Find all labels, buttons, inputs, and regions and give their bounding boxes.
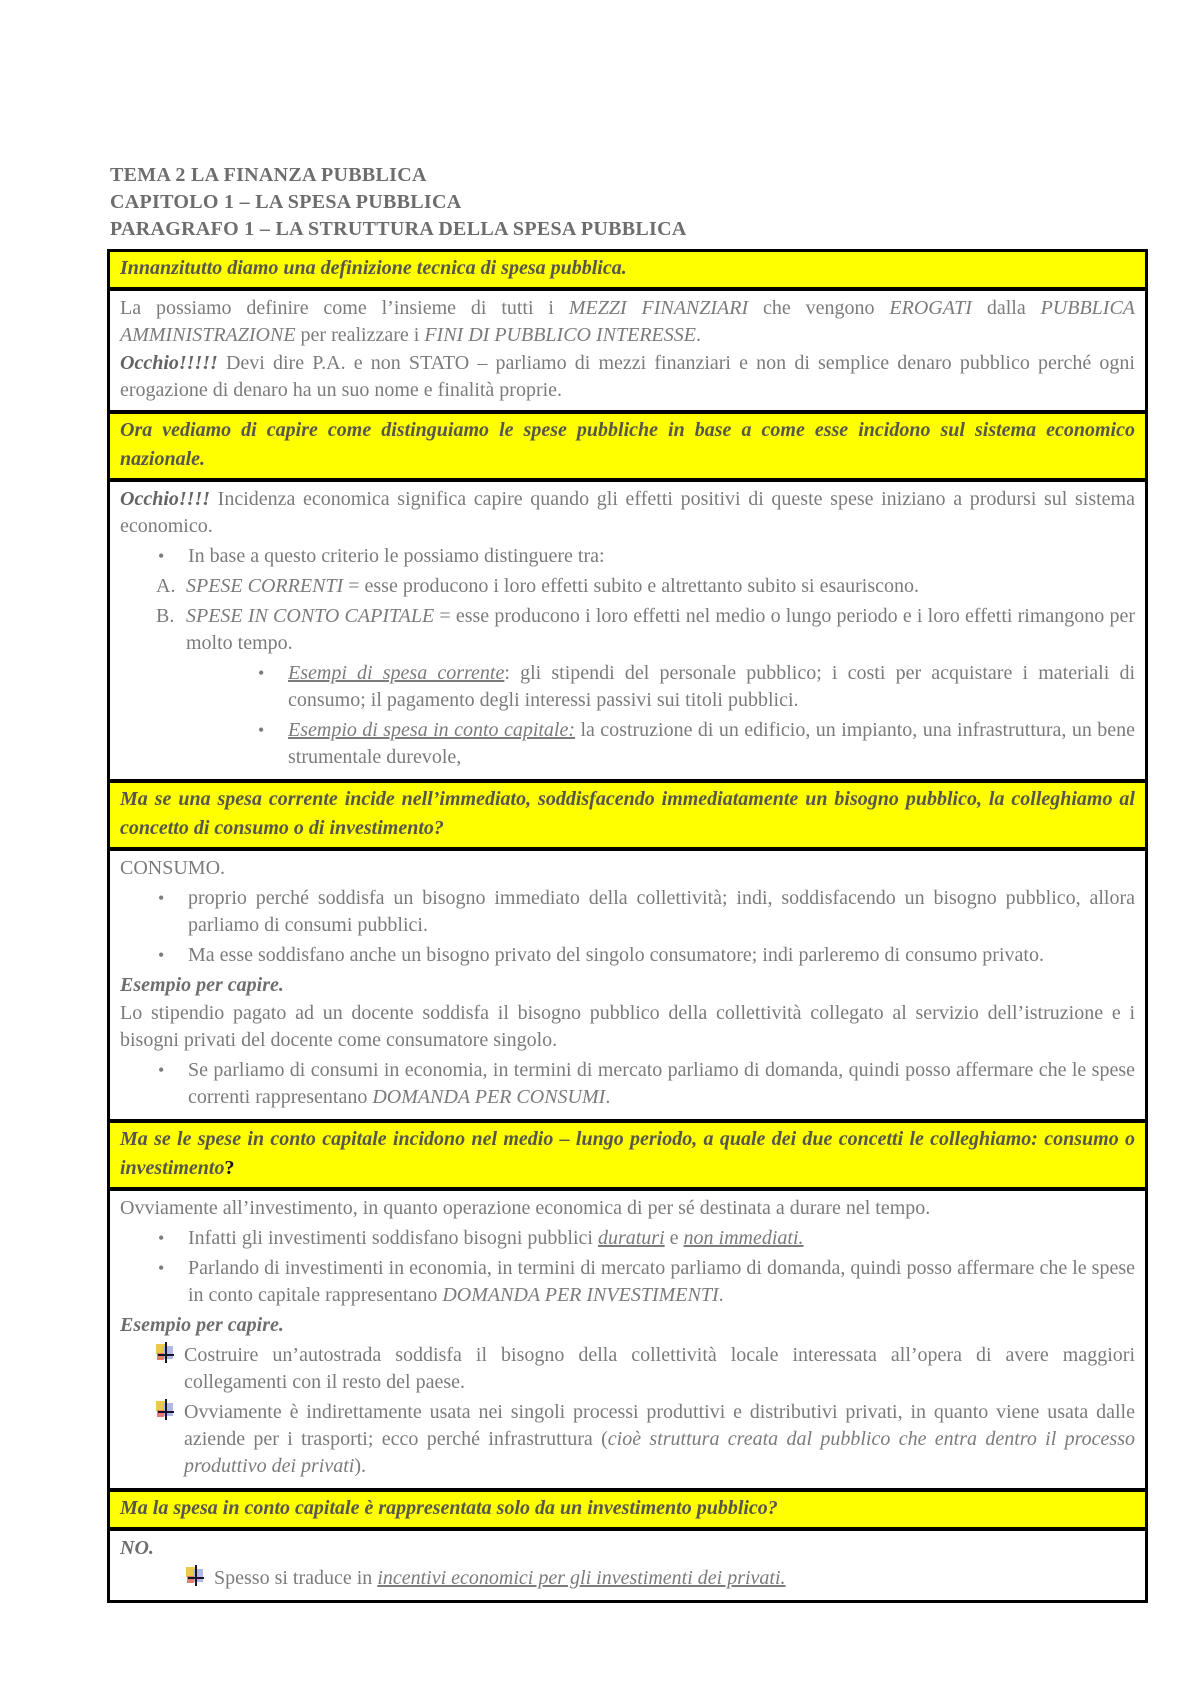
text-segment: Occhio!!!!: [120, 488, 211, 510]
text-segment: incentivi economici per gli investimenti dei privati.: [377, 1567, 786, 1589]
text-segment: Ora vediamo di capire come distinguiamo le spese pubbliche in base a come esse incidono sul sistema economico nazionale.: [120, 419, 1135, 470]
heading-paragrafo: PARAGRAFO 1 – LA STRUTTURA DELLA SPESA PUBBLICA: [110, 218, 687, 240]
bullet-item: [158, 1255, 1135, 1309]
text-segment: MEZZI FINANZIARI: [568, 297, 749, 319]
pin-marker: [154, 1399, 184, 1480]
paragraph: [120, 295, 1135, 349]
text-segment: Ma la spesa in conto capitale è rappresentata solo da un investimento pubblico?: [120, 1497, 778, 1519]
question-text: [120, 785, 1135, 843]
question-text: [120, 254, 1135, 283]
text-segment: duraturi: [597, 1227, 665, 1249]
text-segment: = esse producono i loro effetti subito e altrettanto subito si esauriscono.: [343, 575, 920, 597]
list-item-text: [186, 573, 1135, 600]
bullet-dot-icon: •: [158, 888, 165, 908]
text-segment: Spesso si traduce in: [214, 1567, 378, 1589]
bullet-item: [158, 942, 1135, 969]
paragraph: [120, 1312, 1135, 1339]
text-segment: Devi dire P.A. e non STATO – parliamo di mezzi finanziari e non di semplice denaro pubblico perché ogni erogazione di denaro ha un suo nome e finalità proprie.: [120, 352, 1135, 401]
text-segment: e: [664, 1227, 684, 1249]
document-headings: [110, 162, 687, 243]
bullet-dot-icon: •: [158, 1258, 165, 1278]
text-segment: .: [605, 1086, 611, 1108]
pin-item: [184, 1565, 1135, 1592]
text-segment: .: [695, 324, 701, 346]
text-segment: non immediati.: [683, 1227, 804, 1249]
qa-table: [107, 249, 1148, 1603]
bullet-dot-icon: •: [158, 1060, 165, 1080]
list-item-text: [184, 1342, 1135, 1396]
paragraph: [120, 1535, 1135, 1562]
text-segment: PUBBLICA AMMINISTRAZIONE: [120, 297, 1136, 346]
text-segment: cioè struttura creata dal pubblico che entra dentro il processo produttivo dei privati: [184, 1428, 1135, 1477]
answer-row: [110, 478, 1145, 779]
paragraph: [120, 486, 1135, 540]
bullet-item: [158, 543, 1135, 570]
text-segment: NO.: [120, 1537, 154, 1559]
text-segment: Parlando di investimenti in economia, in termini di mercato parliamo di domanda, quindi posso affermare che le spese in conto capitale rappresentano: [188, 1257, 1135, 1306]
list-item-text: [288, 717, 1135, 771]
text-segment: EROGATI: [889, 297, 972, 319]
list-item-text: [188, 885, 1135, 939]
list-item-text: [188, 1225, 1135, 1252]
list-item-text: [188, 942, 1135, 969]
text-segment: Ovviamente all’investimento, in quanto operazione economica di per sé destinata a durare nel tempo.: [120, 1197, 931, 1219]
text-segment: Lo stipendio pagato ad un docente soddisfa il bisogno pubblico della collettività collegato al servizio dell’istruzione e i bisogni privati del docente come consumatore singolo.: [120, 1002, 1135, 1051]
list-item-text: [184, 1399, 1135, 1480]
bullet-dot-icon: •: [258, 720, 265, 740]
question-row: [110, 1488, 1145, 1527]
list-item-text: [188, 543, 1135, 570]
paragraph: [120, 1195, 1135, 1222]
text-segment: Occhio!!!!!: [120, 352, 218, 374]
heading-tema: TEMA 2 LA FINANZA PUBBLICA: [110, 164, 427, 186]
text-segment: Esempio per capire.: [120, 1314, 284, 1336]
list-letter: A.: [156, 575, 176, 597]
list-item-text: [214, 1565, 1135, 1592]
text-segment: SPESE CORRENTI: [186, 575, 344, 597]
paragraph: [120, 972, 1135, 999]
pin-marker-icon: [154, 1342, 175, 1364]
bullet-dot-icon: •: [158, 1228, 165, 1248]
question-row: [110, 252, 1145, 287]
text-segment: ?: [224, 1157, 235, 1179]
question-text: [120, 1125, 1135, 1183]
paragraph: [120, 1000, 1135, 1054]
text-segment: Ma se una spesa corrente incide nell’immediato, soddisfacendo immediatamente un bisogno pubblico, la colleghiamo al concetto di consumo o di investimento?: [120, 788, 1135, 839]
list-item-text: [188, 1057, 1135, 1111]
lettered-item: [156, 573, 1135, 600]
text-segment: Ma se le spese in conto capitale incidono nel medio – lungo periodo, a quale dei due concetti le colleghiamo: consumo o investimento: [120, 1128, 1135, 1179]
text-segment: Innanzitutto diamo una definizione tecnica di spesa pubblica.: [120, 257, 627, 279]
text-segment: per realizzare i: [295, 324, 425, 346]
pin-item: [154, 1342, 1135, 1396]
list-item-text: [288, 660, 1135, 714]
question-text: [120, 416, 1135, 474]
bullet-item: [158, 885, 1135, 939]
text-segment: : gli stipendi del personale pubblico; i costi per acquistare i materiali di consumo; il pagamento degli interessi passivi sui titoli pubblici.: [288, 662, 1136, 711]
bullet-dot-icon: •: [258, 663, 265, 683]
paragraph: [120, 350, 1135, 404]
answer-row: [110, 1527, 1145, 1600]
text-segment: Incidenza economica significa capire quando gli effetti positivi di queste spese iniziano a prodursi sul sistema economico.: [120, 488, 1135, 537]
bullet-item: [158, 1225, 1135, 1252]
text-segment: Esempio per capire.: [120, 974, 284, 996]
text-segment: Costruire un’autostrada soddisfa il bisogno della collettività locale interessata all’opera di avere maggiori collegamenti con il resto del paese.: [184, 1344, 1135, 1393]
question-row: [110, 410, 1145, 478]
answer-row: [110, 287, 1145, 410]
question-row: [110, 779, 1145, 847]
text-segment: Infatti gli investimenti soddisfano bisogni pubblici: [188, 1227, 598, 1249]
text-segment: Ovviamente è indirettamente usata nei singoli processi produttivi e distributivi privati, in quanto viene usata dalle aziende per i trasporti; ecco perché infrastruttura (: [184, 1401, 1135, 1450]
list-item-text: [186, 603, 1135, 657]
lettered-item: [156, 603, 1135, 657]
text-segment: = esse producono i loro effetti nel medio o lungo periodo e i loro effetti rimangono per molto tempo.: [186, 605, 1136, 654]
paragraph: [120, 855, 1135, 882]
text-segment: Esempi di spesa corrente: [288, 662, 505, 684]
text-segment: ).: [354, 1455, 367, 1477]
text-segment: proprio perché soddisfa un bisogno immediato della collettività; indi, soddisfacendo un bisogno pubblico, allora parliamo di consumi pubblici.: [188, 887, 1135, 936]
bullet-item: [258, 717, 1135, 771]
answer-row: [110, 847, 1145, 1119]
pin-marker: [184, 1565, 214, 1592]
pin-item: [154, 1399, 1135, 1480]
bullet-dot-icon: •: [158, 546, 165, 566]
text-segment: DOMANDA PER CONSUMI: [372, 1086, 606, 1108]
pin-marker-icon: [154, 1399, 175, 1421]
text-segment: la costruzione di un edificio, un impianto, una infrastruttura, un bene strumentale durevole,: [288, 719, 1135, 768]
text-segment: che vengono: [748, 297, 890, 319]
list-letter: B.: [156, 605, 175, 627]
list-item-text: [188, 1255, 1135, 1309]
text-segment: In base a questo criterio le possiamo distinguere tra:: [188, 545, 605, 567]
heading-capitolo: CAPITOLO 1 – LA SPESA PUBBLICA: [110, 191, 462, 213]
bullet-dot-icon: •: [158, 945, 165, 965]
question-row: [110, 1119, 1145, 1187]
text-segment: Esempio di spesa in conto capitale:: [288, 719, 576, 741]
pin-marker: [154, 1342, 184, 1396]
bullet-item: [158, 1057, 1135, 1111]
answer-row: [110, 1187, 1145, 1488]
pin-marker-icon: [184, 1565, 205, 1587]
text-segment: dalla: [971, 297, 1041, 319]
text-segment: FINI DI PUBBLICO INTERESSE: [424, 324, 696, 346]
text-segment: .: [718, 1284, 724, 1306]
text-segment: La possiamo definire come l’insieme di tutti i: [120, 297, 569, 319]
bullet-item: [258, 660, 1135, 714]
text-segment: CONSUMO.: [120, 857, 226, 879]
question-text: [120, 1494, 1135, 1523]
text-segment: Se parliamo di consumi in economia, in termini di mercato parliamo di domanda, quindi posso affermare che le spese correnti rappresentano: [188, 1059, 1135, 1108]
text-segment: DOMANDA PER INVESTIMENTI: [442, 1284, 719, 1306]
text-segment: SPESE IN CONTO CAPITALE: [186, 605, 435, 627]
text-segment: Ma esse soddisfano anche un bisogno privato del singolo consumatore; indi parleremo di consumo privato.: [188, 944, 1044, 966]
